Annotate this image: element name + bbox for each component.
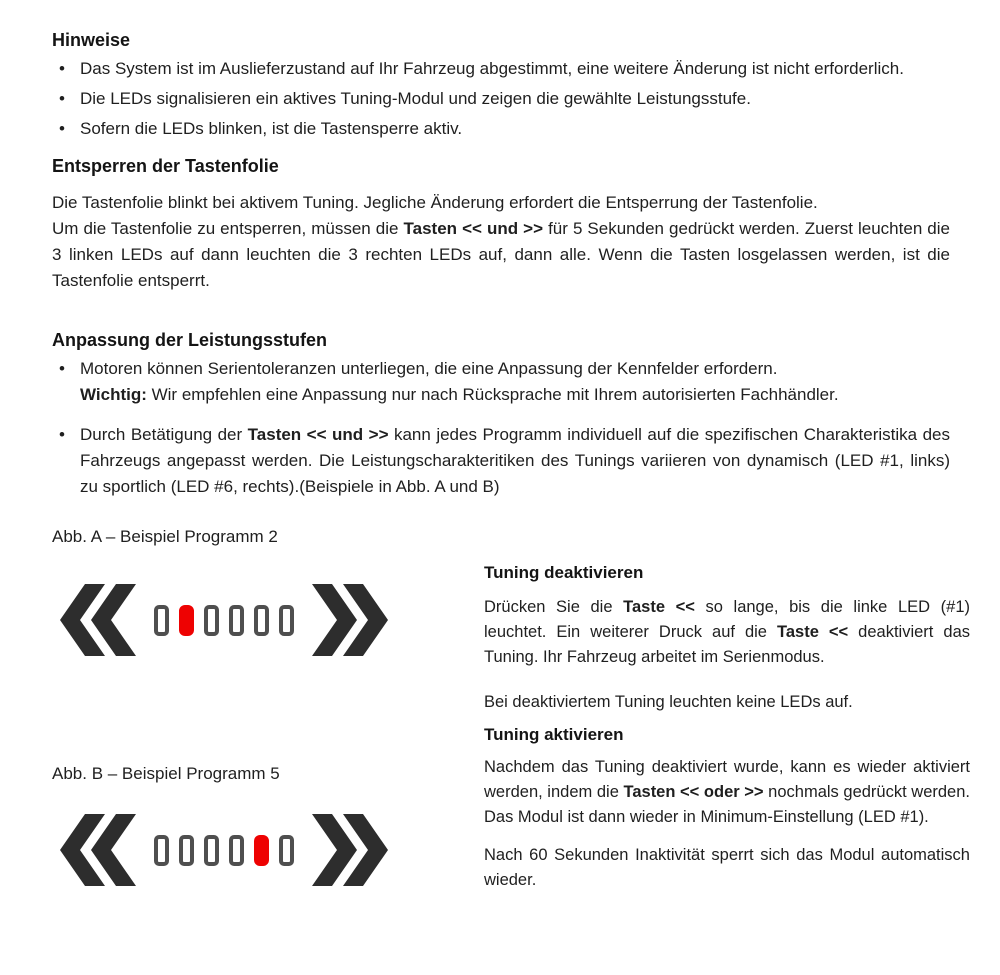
led-inactive: [279, 835, 294, 866]
heading-tuning-aktivieren: Tuning aktivieren: [484, 725, 624, 744]
led-inactive: [154, 605, 169, 636]
chevron-right-double-icon: [312, 814, 388, 886]
main-text-block: [52, 28, 950, 500]
led-inactive: [229, 835, 244, 866]
heading-tuning-deaktivieren: Tuning deaktivieren: [484, 563, 644, 582]
hinweise-bullet-1: • Das System ist im Auslieferzustand auf Ihr Fahrzeug abgestimmt, eine weitere Änderung ist nicht erforderlich.: [52, 56, 950, 82]
figures-column: [52, 516, 484, 893]
figures-and-instructions: [52, 516, 970, 893]
chevron-right-double-icon: [312, 584, 388, 656]
figure-b-caption: Abb. B – Beispiel Programm 5: [52, 764, 280, 783]
anpassung-bullet-list: [52, 356, 950, 500]
chevron-left-double-icon: [60, 584, 136, 656]
instructions-column: [484, 516, 970, 893]
hinweise-bullet-list: [52, 56, 950, 142]
led-inactive: [154, 835, 169, 866]
led-inactive: [179, 835, 194, 866]
entsperren-paragraph: Die Tastenfolie blinkt bei aktivem Tuning. Jegliche Änderung erfordert die Entsperrung der Tastenfolie. Um die Tastenfolie zu entsperren, müssen die Tasten << und >> für 5 Sekunden gedrückt werden. Zuerst leuchten die 3 linken LEDs auf dann leuchten die 3 rechten LEDs auf, dann alle. Wenn die Tasten losgelassen werden, ist die Tastenfolie entsperrt.: [52, 193, 950, 290]
led-inactive: [204, 835, 219, 866]
led-row: [154, 605, 294, 636]
anpassung-bullet-2: • Durch Betätigung der Tasten << und >> kann jedes Programm individuell auf die spezifischen Charakteristika des Fahrzeugs angepasst werden. Die Leistungscharakteritiken des Tunings variieren von dynamisch (LED #1, links) zu sportlich (LED #6, rechts).(Beispiele in Abb. A und B): [52, 422, 950, 500]
led-display-figure-a: [60, 584, 484, 656]
heading-entsperren: Entsperren der Tastenfolie: [52, 156, 279, 176]
led-active: [254, 835, 269, 866]
led-inactive: [229, 605, 244, 636]
led-inactive: [279, 605, 294, 636]
heading-hinweise: Hinweise: [52, 30, 131, 50]
tuning-deaktivieren-paragraph-2: Bei deaktiviertem Tuning leuchten keine LEDs auf.: [484, 693, 853, 711]
led-inactive: [254, 605, 269, 636]
led-row: [154, 835, 294, 866]
led-inactive: [204, 605, 219, 636]
hinweise-bullet-3: • Sofern die LEDs blinken, ist die Tastensperre aktiv.: [52, 116, 950, 142]
anpassung-bullet-1: • Motoren können Serientoleranzen unterliegen, die eine Anpassung der Kennfelder erfordern. Wichtig: Wir empfehlen eine Anpassung nur nach Rücksprache mit Ihrem autorisierten Fachhändler.: [52, 356, 950, 408]
figure-a-caption: Abb. A – Beispiel Programm 2: [52, 527, 278, 546]
tuning-aktivieren-paragraph-1: Nachdem das Tuning deaktiviert wurde, kann es wieder aktiviert werden, indem die Tasten << oder >> nochmals gedrückt werden. Das Modul ist dann wieder in Minimum-Einstellung (LED #1).: [484, 758, 970, 826]
chevron-left-double-icon: [60, 814, 136, 886]
heading-anpassung: Anpassung der Leistungsstufen: [52, 330, 328, 350]
tuning-aktivieren-paragraph-2: Nach 60 Sekunden Inaktivität sperrt sich das Modul automatisch wieder.: [484, 846, 970, 889]
led-active: [179, 605, 194, 636]
tuning-deaktivieren-paragraph-1: Drücken Sie die Taste << so lange, bis die linke LED (#1) leuchtet. Ein weiterer Druck auf die Taste << deaktiviert das Tuning. Ihr Fahrzeug arbeitet im Serienmodus.: [484, 598, 970, 666]
led-display-figure-b: [60, 814, 484, 886]
hinweise-bullet-2: • Die LEDs signalisieren ein aktives Tuning-Modul und zeigen die gewählte Leistungsstufe.: [52, 86, 950, 112]
